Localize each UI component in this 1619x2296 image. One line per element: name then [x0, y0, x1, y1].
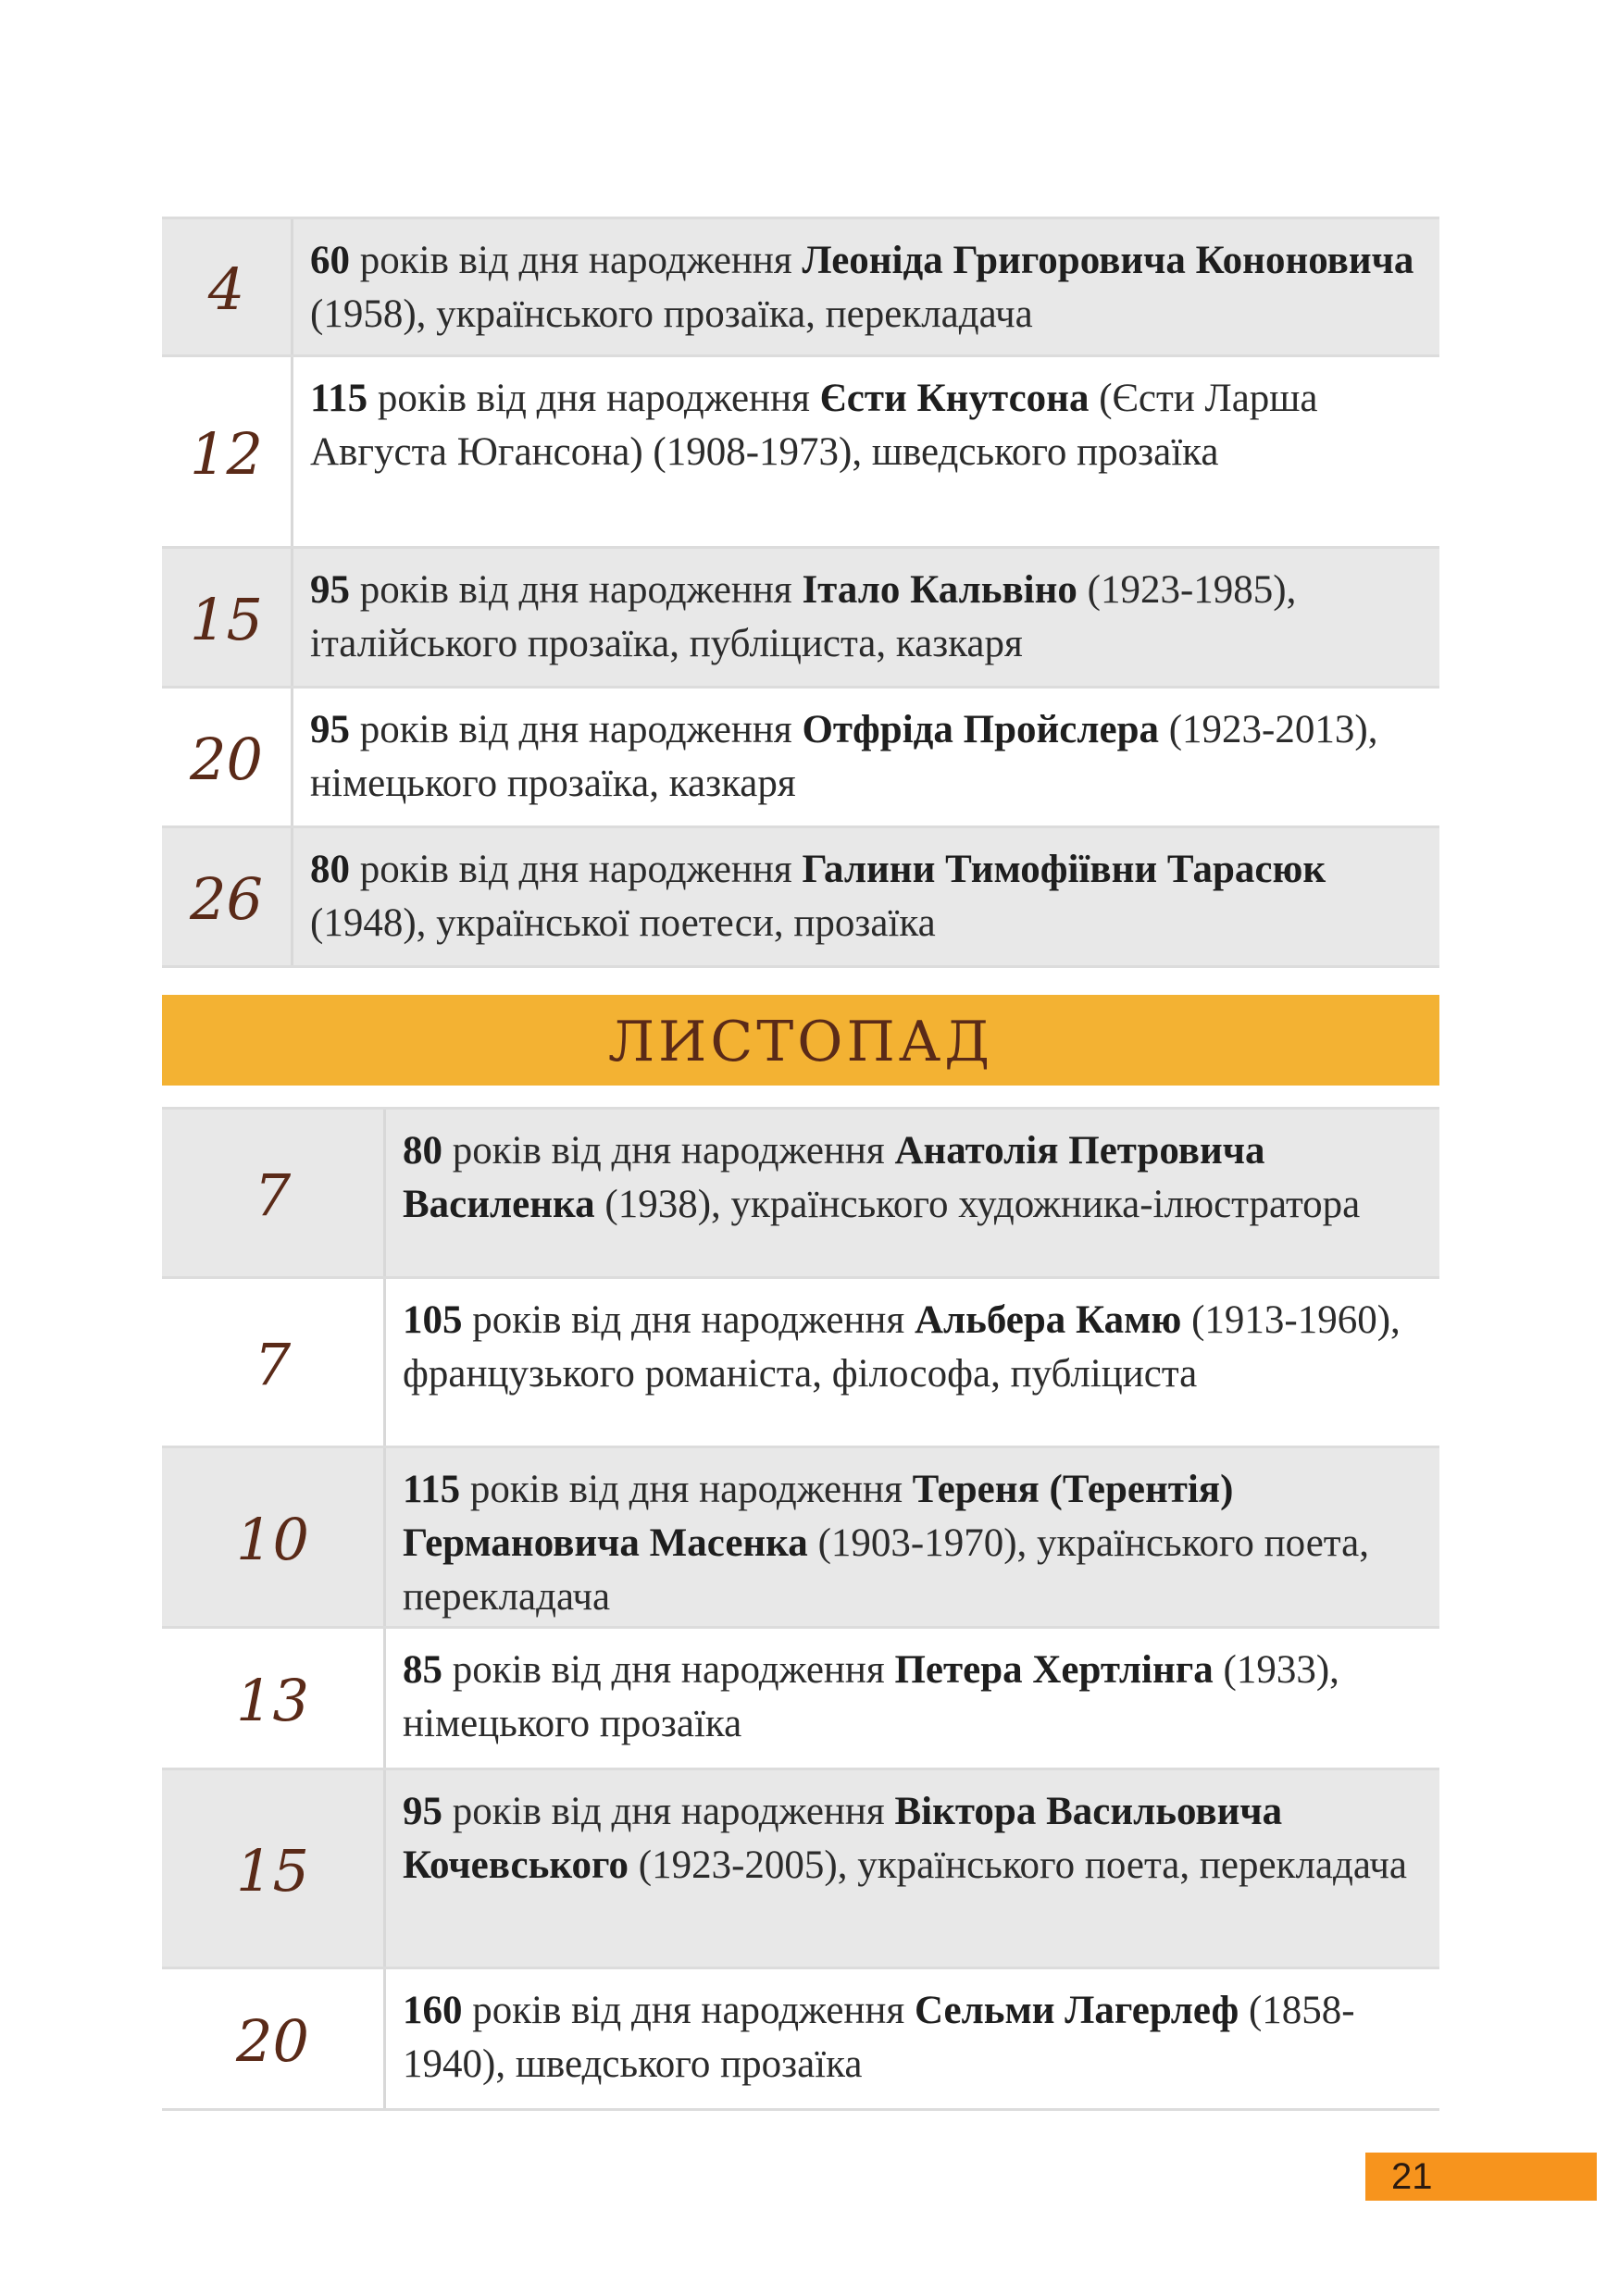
october-table — [162, 217, 1439, 968]
anniversary-years: 85 — [403, 1648, 442, 1692]
anniversary-years: 95 — [403, 1790, 442, 1833]
entry-description — [293, 689, 1439, 825]
day-number: 7 — [162, 1279, 386, 1446]
november-table — [162, 1107, 1439, 2111]
table-row — [162, 549, 1439, 689]
person-name: Тереня (Терентія) Германовича Масенка — [403, 1468, 1234, 1565]
anniversary-years: 160 — [403, 1989, 463, 2032]
entry-prefix: років від дня народження — [442, 1648, 895, 1692]
day-number: 10 — [162, 1448, 386, 1626]
entry-suffix: (1958), українського прозаїка, перекладача — [310, 292, 1033, 336]
table-row — [162, 1448, 1439, 1629]
day-number: 15 — [162, 1770, 386, 1967]
entry-description — [386, 1770, 1439, 1967]
table-row — [162, 828, 1439, 968]
entry-prefix: років від дня народження — [350, 848, 803, 891]
page-number-tab — [1365, 2153, 1597, 2201]
entry-description — [293, 549, 1439, 686]
day-number: 20 — [162, 689, 293, 825]
anniversary-years: 115 — [310, 377, 368, 420]
entry-suffix: (1923-1985), італійського прозаїка, публіциста, казкаря — [310, 568, 1297, 665]
month-header-band — [162, 995, 1439, 1086]
entry-description — [386, 1629, 1439, 1768]
entry-suffix: (1948), української поетеси, прозаїка — [310, 901, 936, 945]
day-number: 26 — [162, 828, 293, 965]
entry-description — [386, 1448, 1439, 1626]
person-name: Петера Хертлінга — [894, 1648, 1214, 1692]
entry-suffix: (1923-2013), німецького прозаїка, казкаря — [310, 708, 1378, 805]
table-row — [162, 1969, 1439, 2111]
person-name: Сельми Лагерлеф — [914, 1989, 1239, 2032]
entry-prefix: років від дня народження — [462, 1298, 915, 1342]
entry-prefix: років від дня народження — [442, 1129, 895, 1173]
person-name: Анатолія Петровича Василенка — [403, 1129, 1265, 1226]
entry-description — [293, 828, 1439, 965]
entry-description — [293, 357, 1439, 546]
day-number: 7 — [162, 1110, 386, 1276]
person-name: Віктора Васильовича Кочевського — [403, 1790, 1283, 1887]
entry-prefix: років від дня народження — [462, 1989, 915, 2032]
entry-description — [386, 1969, 1439, 2108]
table-row — [162, 357, 1439, 549]
table-row — [162, 689, 1439, 828]
page-number: 21 — [1391, 2155, 1433, 2197]
table-row — [162, 1107, 1439, 1279]
day-number: 15 — [162, 549, 293, 686]
anniversary-years: 95 — [310, 568, 350, 612]
day-number: 12 — [162, 357, 293, 546]
entry-suffix: (1923-2005), українського поета, перекладача — [629, 1843, 1407, 1887]
entry-description — [293, 219, 1439, 354]
anniversary-years: 95 — [310, 708, 350, 751]
entry-prefix: років від дня народження — [460, 1468, 913, 1511]
entry-prefix: років від дня народження — [350, 708, 803, 751]
anniversary-years: 105 — [403, 1298, 463, 1342]
person-name: Галини Тимофіївни Тарасюк — [802, 848, 1326, 891]
entry-suffix: (Єсти Ларша Августа Югансона) (1908-1973), шведського прозаїка — [310, 377, 1318, 474]
month-title: ЛИСТОПАД — [607, 1010, 994, 1074]
person-name: Леоніда Григоровича Кононовича — [802, 239, 1414, 282]
table-row — [162, 1279, 1439, 1448]
person-name: Альбера Камю — [914, 1298, 1182, 1342]
entry-suffix: (1858-1940), шведського прозаїка — [403, 1989, 1355, 2086]
person-name: Італо Кальвіно — [802, 568, 1077, 612]
entry-prefix: років від дня народження — [350, 239, 803, 282]
day-number: 20 — [162, 1969, 386, 2108]
entry-prefix: років від дня народження — [350, 568, 803, 612]
anniversary-years: 80 — [403, 1129, 442, 1173]
entry-description — [386, 1110, 1439, 1276]
person-name: Отфріда Пройслера — [802, 708, 1159, 751]
day-number: 4 — [162, 219, 293, 354]
anniversary-years: 80 — [310, 848, 350, 891]
anniversary-years: 115 — [403, 1468, 461, 1511]
table-row — [162, 1629, 1439, 1770]
entry-prefix: років від дня народження — [442, 1790, 895, 1833]
entry-description — [386, 1279, 1439, 1446]
anniversary-years: 60 — [310, 239, 350, 282]
person-name: Єсти Кнутсона — [819, 377, 1090, 420]
entry-suffix: (1913-1960), французького романіста, філософа, публіциста — [403, 1298, 1401, 1396]
day-number: 13 — [162, 1629, 386, 1768]
table-row — [162, 217, 1439, 357]
entry-suffix: (1938), українського художника-ілюстратора — [594, 1183, 1361, 1226]
entry-suffix: (1933), німецького прозаїка — [403, 1648, 1339, 1745]
entry-prefix: років від дня народження — [367, 377, 820, 420]
table-row — [162, 1770, 1439, 1969]
entry-suffix: (1903-1970), українського поета, перекладача — [403, 1521, 1369, 1619]
